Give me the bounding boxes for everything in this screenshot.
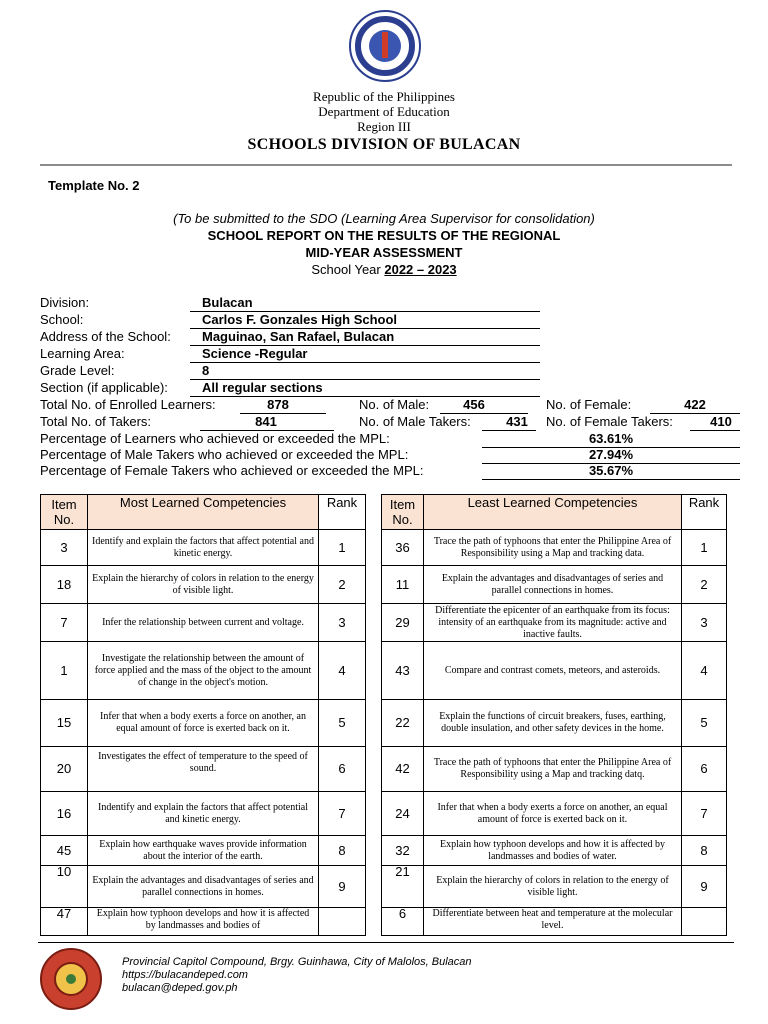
deped-seal-logo	[349, 10, 421, 82]
male-takers-value: 431	[506, 414, 528, 429]
school-value: Carlos F. Gonzales High School	[202, 312, 398, 327]
item-no: 43	[382, 642, 424, 700]
pct-female-label: Percentage of Female Takers who achieved or exceeded the MPL:	[40, 463, 424, 478]
rank: 8	[682, 836, 727, 866]
item-no: 20	[41, 747, 88, 792]
header-line-1: Republic of the Philippines	[313, 89, 455, 104]
rank: 6	[319, 747, 366, 792]
header-line-2: Department of Education	[318, 104, 450, 119]
enrolled-value: 878	[267, 397, 289, 412]
item-no: 6	[382, 908, 424, 936]
item-no: 1	[41, 642, 88, 700]
item-no: 47	[41, 908, 88, 936]
division-label: Division:	[40, 295, 90, 310]
table-row	[382, 530, 727, 566]
grade-level-value: 8	[202, 363, 210, 378]
section-label: Section (if applicable):	[40, 380, 168, 395]
least-learned-table	[381, 494, 727, 936]
rank: 5	[682, 700, 727, 747]
item-no: 16	[41, 792, 88, 836]
rank: 9	[682, 866, 727, 908]
competency: Explain the functions of circuit breakers, fuses, earthing, double insulation, and other safety devices in the home.	[424, 700, 682, 747]
item-no: 36	[382, 530, 424, 566]
least-col-rank: Rank	[682, 495, 727, 530]
school-year-label: School Year	[311, 262, 385, 277]
competency: Trace the path of typhoons that enter the Philippine Area of Responsibility using a Map and tracking data.	[424, 530, 682, 566]
item-no: 42	[382, 747, 424, 792]
rank: 7	[319, 792, 366, 836]
enrolled-label: Total No. of Enrolled Learners:	[40, 397, 216, 412]
competency: Explain how typhoon develops and how it is affected by landmasses and bodies of	[88, 908, 319, 936]
competency: Infer that when a body exerts a force on another, an equal amount of force is exerted back on it.	[88, 700, 319, 747]
footer-email[interactable]: bulacan@deped.gov.ph	[122, 982, 238, 994]
item-no: 15	[41, 700, 88, 747]
item-no: 22	[382, 700, 424, 747]
female-value: 422	[684, 397, 706, 412]
school-year	[0, 262, 768, 278]
table-row	[382, 642, 727, 700]
takers-value: 841	[255, 414, 277, 429]
pct-male-label: Percentage of Male Takers who achieved or exceeded the MPL:	[40, 447, 409, 462]
table-row	[382, 566, 727, 604]
sdo-bulacan-seal-logo	[40, 948, 102, 1010]
table-row	[41, 866, 366, 908]
rank: 6	[682, 747, 727, 792]
rank	[319, 908, 366, 936]
competency: Compare and contrast comets, meteors, and asteroids.	[424, 642, 682, 700]
item-no: 32	[382, 836, 424, 866]
most-col-competency: Most Learned Competencies	[88, 495, 319, 530]
table-row	[41, 747, 366, 792]
most-learned-table	[40, 494, 366, 936]
competency: Explain the hierarchy of colors in relation to the energy of visible light.	[88, 566, 319, 604]
learning-area-label: Learning Area:	[40, 346, 125, 361]
table-row	[41, 792, 366, 836]
report-note: (To be submitted to the SDO (Learning Area Supervisor for consolidation)	[173, 211, 595, 226]
male-takers-label: No. of Male Takers:	[359, 414, 471, 429]
learning-area-underline	[190, 362, 540, 363]
header-line-3: Region III	[357, 119, 411, 134]
female-takers-value: 410	[710, 414, 732, 429]
competency: Explain the advantages and disadvantages of series and parallel connections in homes.	[424, 566, 682, 604]
header-divider	[40, 164, 732, 166]
most-col-item: Item No.	[41, 495, 88, 530]
rank: 2	[319, 566, 366, 604]
template-label: Template No. 2	[48, 178, 140, 193]
competency: Explain the advantages and disadvantages of series and parallel connections in homes.	[88, 866, 319, 908]
table-row	[41, 700, 366, 747]
item-no: 10	[41, 866, 88, 908]
rank: 3	[319, 604, 366, 642]
footer-divider	[38, 942, 734, 943]
rank: 4	[319, 642, 366, 700]
footer-website[interactable]: https://bulacandeped.com	[122, 969, 248, 981]
competency: Trace the path of typhoons that enter the Philippine Area of Responsibility using a Map and tracking datq.	[424, 747, 682, 792]
table-row	[382, 747, 727, 792]
table-row	[382, 836, 727, 866]
school-year-value: 2022 – 2023	[384, 262, 457, 277]
male-label: No. of Male:	[359, 397, 430, 412]
rank: 8	[319, 836, 366, 866]
competency: Investigates the effect of temperature to the speed of sound.	[88, 747, 319, 792]
table-row	[382, 604, 727, 642]
pct-all-label: Percentage of Learners who achieved or exceeded the MPL:	[40, 431, 390, 446]
item-no: 3	[41, 530, 88, 566]
section-value: All regular sections	[202, 380, 323, 395]
grade-level-label: Grade Level:	[40, 363, 115, 378]
competency: Explain the hierarchy of colors in relation to the energy of visible light.	[424, 866, 682, 908]
rank: 1	[319, 530, 366, 566]
table-row	[41, 836, 366, 866]
competency: Infer the relationship between current and voltage.	[88, 604, 319, 642]
rank: 9	[319, 866, 366, 908]
competency: Explain how earthquake waves provide information about the interior of the earth.	[88, 836, 319, 866]
item-no: 21	[382, 866, 424, 908]
takers-label: Total No. of Takers:	[40, 414, 152, 429]
item-no: 7	[41, 604, 88, 642]
table-row	[41, 530, 366, 566]
report-title-2: MID-YEAR ASSESSMENT	[305, 245, 463, 260]
pct-female-value: 35.67%	[588, 463, 634, 478]
table-header-row	[41, 495, 366, 530]
table-row	[41, 604, 366, 642]
table-row	[382, 792, 727, 836]
least-col-item: Item No.	[382, 495, 424, 530]
item-no: 45	[41, 836, 88, 866]
competency: Investigate the relationship between the amount of force applied and the mass of the object to the amount of change in the object's motion.	[88, 642, 319, 700]
table-row	[41, 642, 366, 700]
competency: Infer that when a body exerts a force on another, an equal amount of force is exerted back on it.	[424, 792, 682, 836]
item-no: 24	[382, 792, 424, 836]
table-row	[382, 700, 727, 747]
most-col-rank: Rank	[319, 495, 366, 530]
address-value: Maguinao, San Rafael, Bulacan	[202, 329, 395, 344]
pct-all-value: 63.61%	[588, 431, 634, 446]
report-title-1: SCHOOL REPORT ON THE RESULTS OF THE REGIONAL	[207, 228, 561, 243]
competency: Indentify and explain the factors that affect potential and kinetic energy.	[88, 792, 319, 836]
item-no: 29	[382, 604, 424, 642]
pct-male-value: 27.94%	[588, 447, 634, 462]
competency: Differentiate between heat and temperature at the molecular level.	[424, 908, 682, 936]
rank: 2	[682, 566, 727, 604]
school-label: School:	[40, 312, 84, 327]
least-col-competency: Least Learned Competencies	[424, 495, 682, 530]
rank: 7	[682, 792, 727, 836]
competency: Identify and explain the factors that affect potential and kinetic energy.	[88, 530, 319, 566]
item-no: 11	[382, 566, 424, 604]
competency: Explain how typhoon develops and how it is affected by landmasses and bodies of water.	[424, 836, 682, 866]
rank: 4	[682, 642, 727, 700]
table-row	[382, 866, 727, 908]
male-value: 456	[463, 397, 485, 412]
division-value: Bulacan	[202, 295, 253, 310]
rank: 5	[319, 700, 366, 747]
learning-area-value: Science -Regular	[202, 346, 308, 361]
pct-female-underline	[482, 479, 740, 480]
rank: 1	[682, 530, 727, 566]
division-title: SCHOOLS DIVISION OF BULACAN	[247, 136, 521, 153]
rank	[682, 908, 727, 936]
rank: 3	[682, 604, 727, 642]
table-header-row	[382, 495, 727, 530]
female-takers-label: No. of Female Takers:	[546, 414, 673, 429]
competency: Differentiate the epicenter of an earthquake from its focus: intensity of an earthquake from its magnitude: active and inactive faults.	[424, 604, 682, 642]
female-label: No. of Female:	[546, 397, 632, 412]
table-row	[41, 566, 366, 604]
table-row	[41, 908, 366, 936]
footer-address: Provincial Capitol Compound, Brgy. Guinhawa, City of Malolos, Bulacan	[122, 956, 472, 968]
table-row	[382, 908, 727, 936]
address-label: Address of the School:	[40, 329, 171, 344]
item-no: 18	[41, 566, 88, 604]
